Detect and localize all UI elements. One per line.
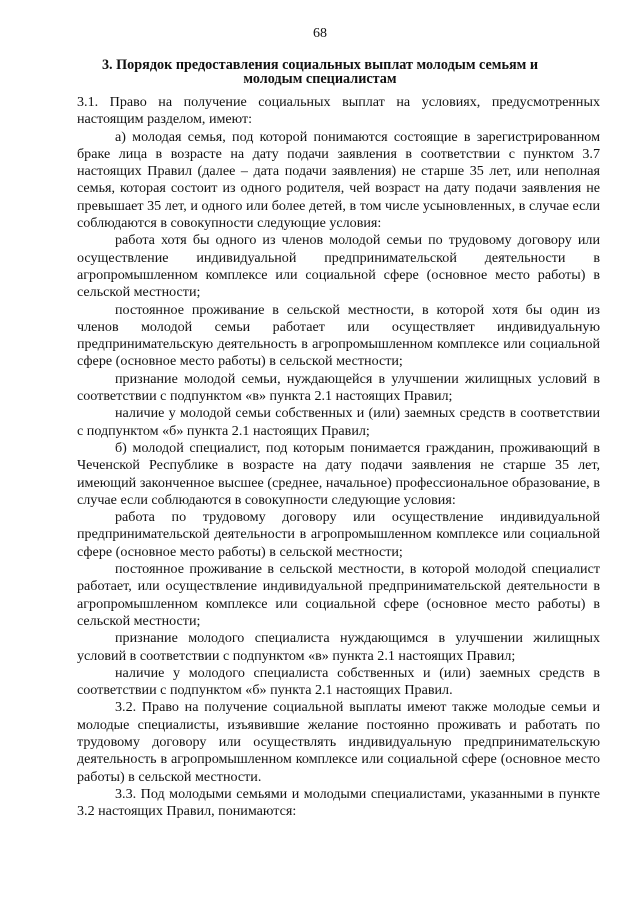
paragraph: работа хотя бы одного из членов молодой семьи по трудовому договору или осуществление индивидуальной предпринимательской деятельности в агропромышленном комплексе или социальной сфере (основное место работы) в сельской местности;: [77, 232, 600, 301]
paragraph: наличие у молодого специалиста собственных и (или) заемных средств в соответствии с подпунктом «б» пункта 2.1 настоящих Правил.: [77, 664, 600, 699]
paragraph: признание молодой семьи, нуждающейся в улучшении жилищных условий в соответствии с подпунктом «в» пункта 2.1 настоящих Правил;: [77, 370, 600, 405]
paragraph: работа по трудовому договору или осуществление индивидуальной предпринимательской деятельности в агропромышленном комплексе или социальной сфере (основное место работы) в сельской местности;: [77, 509, 600, 560]
page-number: 68: [313, 26, 327, 41]
paragraph-3-2: 3.2. Право на получение социальной выплаты имеют также молодые семьи и молодые специалисты, изъявившие желание постоянно проживать и работать по трудовому договору или осуществлять индивидуальную предпринимательскую деятельность в агропромышленном комплексе или социальной сфере (основное место работы) в сельской местности.: [77, 699, 600, 785]
paragraph: постоянное проживание в сельской местности, в которой хотя бы один из членов молодой семьи работает или осуществляет индивидуальную предпринимательскую деятельность в агропромышленном комплексе или социальной сфере (основное место работы) в сельской местности;: [77, 301, 600, 370]
paragraph-a: а) молодая семья, под которой понимаются состоящие в зарегистрированном браке лица в возрасте на дату подачи заявления в соответствии с пунктом 3.7 настоящих Правил (далее – дата подачи заявления) не старше 35 лет, или неполная семья, которая состоит из одного родителя, чей возраст на дату подачи заявления не превышает 35 лет, и одного или более детей, в том числе усыновленных, в случае если соблюдаются в совокупности следующие условия:: [77, 128, 600, 232]
paragraph-3-3: 3.3. Под молодыми семьями и молодыми специалистами, указанными в пункте 3.2 настоящих Правил, понимаются:: [77, 785, 600, 820]
document-body: [77, 94, 600, 820]
section-title: 3. Порядок предоставления социальных выплат молодым семьям и молодым специалистам: [101, 57, 539, 87]
paragraph: постоянное проживание в сельской местности, в которой молодой специалист работает, или осуществление индивидуальной предпринимательской деятельности в агропромышленном комплексе или социальной сфере (основное место работы) в сельской местности;: [77, 561, 600, 629]
paragraph: наличие у молодой семьи собственных и (или) заемных средств в соответствии с подпунктом «б» пункта 2.1 настоящих Правил;: [77, 405, 600, 439]
paragraph: признание молодого специалиста нуждающимся в улучшении жилищных условий в соответствии с подпунктом «в» пункта 2.1 настоящих Правил;: [77, 630, 600, 664]
paragraph-3-1: 3.1. Право на получение социальных выплат на условиях, предусмотренных настоящим разделом, имеют:: [77, 94, 600, 128]
paragraph-b: б) молодой специалист, под которым понимается гражданин, проживающий в Чеченской Республике в возрасте на дату подачи заявления не старше 35 лет, имеющий законченное высшее (среднее, начальное) профессиональное образование, в случае если соблюдаются в совокупности следующие условия:: [77, 439, 600, 508]
